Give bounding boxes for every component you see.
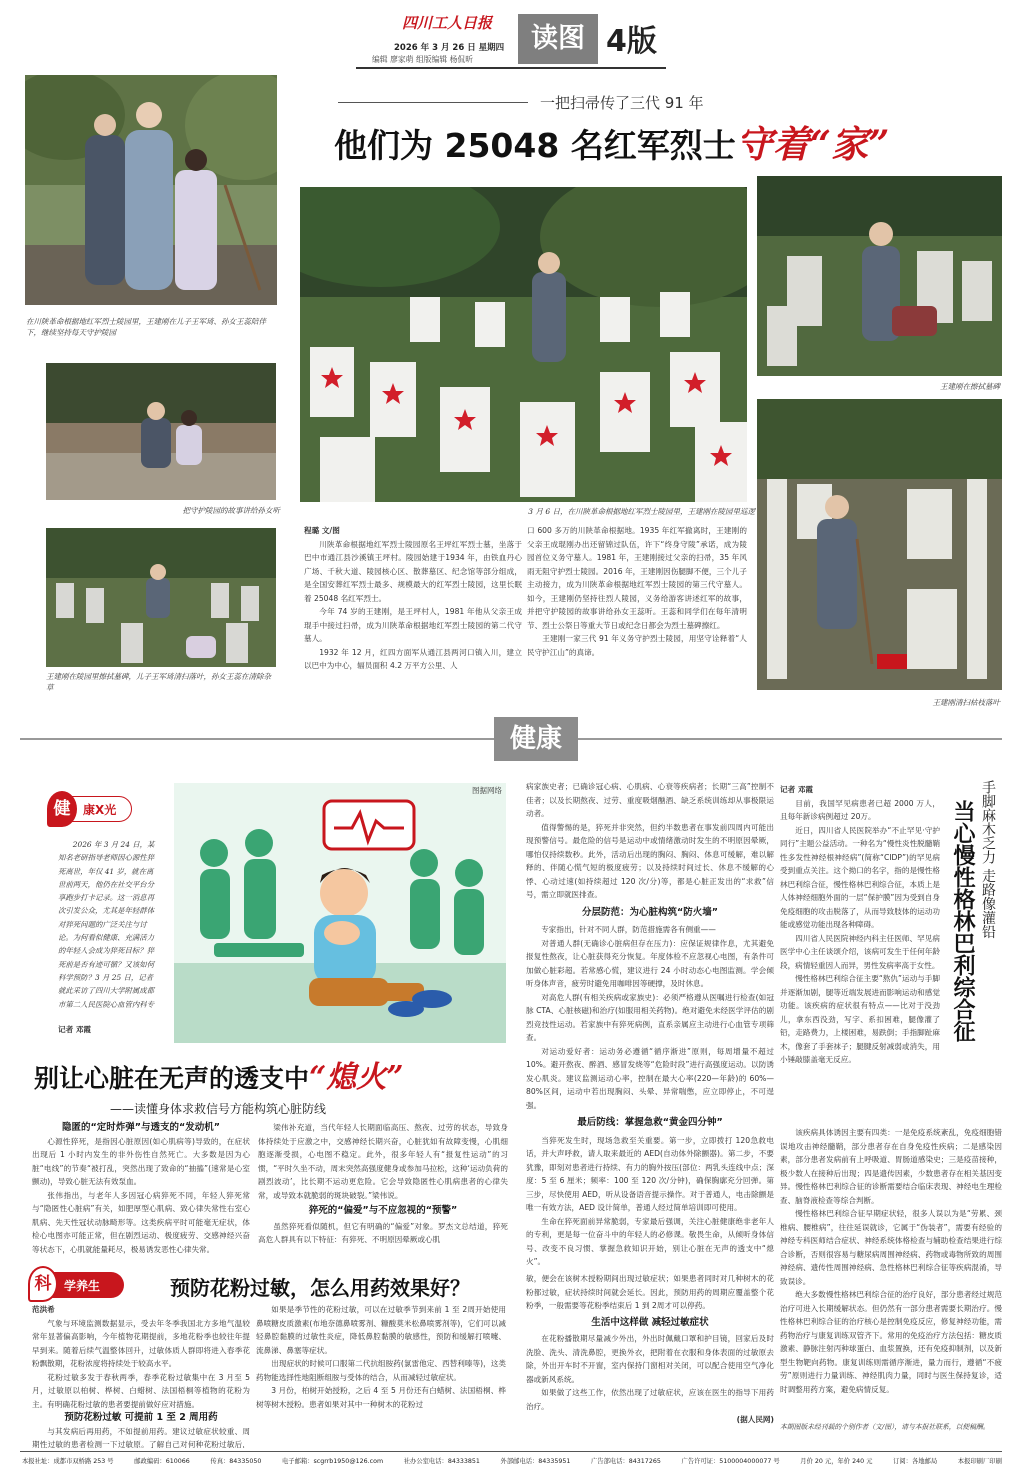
side-para-6: 慢性格林巴利综合征早期症状轻，很多人误以为是“劳累、颈椎病、腰椎病”，往往延误就诊，它属于“伪装者”，需要有经验的神经专科医师结合症状、神经系统体格检查与辅助检查结果进行综合诊断，否则很容易与糖尿病周围神经病、药物或毒物所致的周围神经病、遗传性周围神经病、急性格林巴利综合征等疾病混淆，导致误诊。 [780,1209,1002,1286]
science-byline: 范洪希 [32,1305,55,1314]
health-para-6: 值得警惕的是，猝死并非突然，但约半数患者在事发前四周内可能出现预警信号。最危险的信号是运动中或情绪激动时发生的不明原因晕厥，哪怕仅持续数秒。此外，活动后出现的胸闷、胸闷、体息可缓解，难以解释的、伴随心慌气短的极度疲劳；以及持续时间过长、休息不缓解的心悸、心动过速(如持续超过 120 次/分)等，都是心脏正发出的“求救”信号，需立即就医排查。 [526,822,774,899]
side-para-2: 近日，四川省人民医院举办“不止罕见·守护同行”主题公益活动。一种名为“慢性炎性脱髓鞘性多发性神经根神经病”(简称“CIDP”)的罕见病受到重点关注。这个拗口的名字，指的是慢性格林巴利综合征，慢性格林巴利综合征，本质上是人体神经细胞外面的一层“保护膜”因为受到自身免疫细胞的攻击脱落了，从而导致肢体的运动功能或感觉功能出现各种障碍。 [780,825,940,929]
feature-paragraph-3: 1932 年 12 月，红四方面军从通江县两河口镇入川，建立以巴中为中心，辐员面积 4.2 万平方公里、人 [304,647,522,670]
health-subhead-2: 猝死的“偏爱”与不应忽视的“预警” [308,1205,458,1216]
health-para-12: 生命在猝死面前异常脆弱，专家最后强调，关注心脏健康绝非老年人的专利，更是每一位奋斗中的年轻人的必修课。敬畏生命，从倾听身体信号、改变不良习惯、掌握急救知识开始，别让心脏在无声的透支中“熄火”。 [526,1216,774,1266]
health-subhead-1: 隐匿的“定时炸弹”与透支的“发动机” [62,1122,220,1133]
footer-fax: 传真：84335050 [210,1458,262,1465]
science-para-1: 气象与环境监测数据显示，受去年冬季我国北方多地气温较常年显著偏高影响，今年植物花期提前，多地花粉季也较往年提早到来。随着后续气温整体回升，过敏体质人群即将进入春季花粉飘散期，花粉浓度将持续处于较高水平。 [32,1318,250,1368]
footer-subscription: 订阅：各地邮局 [893,1458,938,1465]
health-col-3 [526,780,774,1266]
footer-office-phone: 社办公室电话：84333851 [403,1458,480,1465]
feature-paragraph-5: 王建刚一家三代 91 年义务守护烈士陵园，用坚守诠释着“人民守护江山”的真谛。 [527,634,747,657]
feature-paragraph-4: 口 600 多万的川陕革命根据地。1935 年红军撤离时，王建刚的父亲王成琨刚办出还留锦过队伍，许下“终身守陵”承诺，成为陵园首位义务守墓人。1981 年，王建刚接过父亲的扫帚，35 年风雨无阻守护烈士陵园。2016 年，王建刚因伤腿脚不便，三个儿子主动接力，成为川陕革命根据地红军烈士陵园的第三代守墓人。如今，王建刚仍坚持往烈人陵园，义务给游客讲述红军的故事，并把守护陵园的故事讲给孙女王蕊听。王蕊和同学们在每年清明节、烈士公祭日等重大节日或纪念日都会为烈士墓碑擦红。 [527,526,747,630]
health-para-4: 虽然猝死看似随机，但它有明确的“偏爱”对象。罗杰文总结道，猝死高危人群具有以下特征：有猝死、不明原因晕厥或心肌 [258,1221,508,1244]
health-para-5: 病家族史者；已确诊冠心病、心肌病、心衰等疾病者；长期“三高”控制不佳者；以及长期熬夜、过劳、重度吸烟酗酒、缺乏系统训练却从事极限运动者。 [526,782,774,818]
health-logo [50,796,132,822]
feature-kicker-rule [338,102,528,103]
health-title [34,1052,404,1096]
caption-3: 王建刚在陵园里擦拭墓碑，儿子王军琦清扫落叶，孙女王蕊在清除杂草 [46,672,271,692]
side-byline: 记者 邓霞 [780,785,814,794]
health-title-main: 别让心脏在无声的透支中 [34,1064,310,1093]
health-subhead-3: 分层防范：为心脏构筑“防火墙” [582,906,718,918]
health-para-2: 张伟指出，与老年人多因冠心病猝死不同，年轻人猝死常与“隐匿性心脏病”有关，如肥厚型心肌病、致心律失常性右室心肌病、先天性冠状动脉畸形等。这类疾病平时可能毫无症状，体检心电图亦可能正常，但在剧烈运动、极度疲劳、交感神经兴奋等状态下，心肌就能量耗尽，极易诱发恶性心律失常。 [32,1190,250,1254]
science-para-7: 敏，便会在该树木授粉期间出现过敏症状；如果患者同时对几种树木的花粉都过敏，症状持续时间就会延长。因此，预防用药的周期应覆盖整个花粉季，一般需要等花粉季结束后 1 到 2周才可以停药。 [526,1274,774,1310]
feature-text-col2 [527,524,747,674]
side-para-5: 该疾病具体诱因主要有四类：一是免疫系统紊乱，免疫细胞错误地攻击神经髓鞘，部分患者存在自身免疫性疾病；二是感染因素，部分患者发病前有上呼吸道、胃肠道感染史；三是疫苗接种，极少数人在接种后出现；四是遗传因素，少数患者存在相关基因变异。慢性格林巴利综合征的诊断需要结合临床表现、神经电生理检查、脑脊液检查等综合判断。 [780,1128,1002,1205]
feature-text-col1 [304,524,522,674]
science-subhead-1: 预防花粉过敏 可提前 1 至 2 周用药 [64,1412,218,1423]
science-para-6: 3 月份，柏树开始授粉，之后 4 至 5 月份还有白蜡树、法国梧桐、桦树等树木授粉。患者如果对其中一种树木的花粉过 [256,1386,506,1409]
health-para-3: 梁伟补充道，当代年轻人长期面临高压、熬夜、过劳的状态，导致身体持续处于应激之中，交感神经长期兴奋，心脏犹如有故障变慢，心肌细胞逐渐受损，心电图不稳定。此外，很多年轻人有“报复性运动”的习惯，“平时久坐不动，周末突然高强度健身或参加马拉松，这种‘运动负荷的剧烈波动’，比长期不运动更危险。它会导致隐匿性心肌病患者的心律失常，或导致本就脆弱的斑块破裂。”梁伟说。 [258,1123,508,1200]
side-kicker: 手脚麻木乏力 走路像灌铅 [980,780,996,939]
science-para-8: 在花粉播散期尽量减少外出，外出时佩戴口罩和护目镜，回家后及时洗脸、洗头、清洗鼻腔，更换外衣，把附着在衣服和身体表面的过敏原去除，外出开车时不开窗，室内保持门窗相对关闭，可以配合使用空气净化器或新风系统。 [526,1334,774,1384]
section-label: 读图 [518,14,598,64]
health-logo-text: 康X光 [83,803,117,817]
masthead-editors: 编辑 廖家萌 组版编辑 杨侃昕 [372,55,473,64]
health-para-7: 专家指出，针对不同人群，防范措施需各有侧重—— [541,925,716,934]
science-para-2: 花粉过敏多发于春秋两季，春季花粉过敏集中在 3 月至 5 月，过敏原以柏树、桦树、白蜡树、法国梧桐等植物的花粉为主。有明确花粉过敏的患者要提前做好应对措施。 [32,1372,250,1409]
footer [22,1456,1002,1465]
science-para-3: 与其发病后再用药，不如提前用药。建议过敏症状较重、周期性过敏的患者检测一下过敏原。了解自己对何种花粉过敏后， [32,1426,250,1448]
caption-5: 王建刚在擦拭墓碑 [940,382,1000,391]
health-title-accent: “熄火” [309,1060,404,1095]
side-end-note: 本期图版未经刊载的个别作者（文/图），请与本报社联系，以便稿酬。 [780,1423,990,1431]
health-subtitle: ——读懂身体求救信号方能构筑心脏防线 [110,1102,327,1116]
side-para-4: 慢性格林巴利综合征主要“熬仇”运动与手脚并逐渐加剧，腿等近端发展进而影响运动和感觉功能。该疾病的症状很有特点——比对于没劲儿，拿东西没劲，写字、系扣困难，腿像灌了铅，走路费力，上楼困难，易跌倒；手指脚趾麻木，像套了手套袜子；腿腱反射减弱或消失，用小锤敲膝盖毫无反应。 [780,974,940,1064]
footer-price: 月价 20 元，年价 240 元 [800,1458,873,1465]
illustration-heart-pain [174,783,506,1043]
feature-title [334,114,889,168]
science-para-5: 出现症状的时候可口服第二代抗组胺药(氯雷他定、西替利嗪等)，这类药物能选择性地阻断组胺与受体的结合，从而减轻过敏症状。 [256,1359,506,1382]
side-para-3: 四川省人民医院神经内科主任医师、罕见病医学中心主任谈颂介绍，该病可发生于任何年龄段，病情轻重因人而异，男性发病率高于女性。 [780,933,940,970]
footer-printer: 本报印刷厂印刷 [957,1458,1002,1465]
science-logo-badge: 科 [28,1266,58,1302]
science-para-4: 如果是季节性的花粉过敏，可以在过敏季节到来前 1 至 2周开始使用鼻喷糖皮质激素(布地奈德鼻喷雾剂、糠酸莫米松鼻喷雾剂等)，它们可以减轻鼻腔黏膜的过敏性炎症，降低鼻腔黏膜的敏感性，预防和缓解打喷嚏、流鼻涕、鼻塞等症状。 [256,1305,506,1355]
caption-2: 把守护陵园的故事讲给孙女听 [182,506,280,515]
health-col-1 [32,1121,250,1274]
footer-address: 本报社址：成都市双桥路 253 号 [22,1458,114,1465]
footer-ad-phone: 广告部电话：84317265 [591,1458,661,1465]
footer-rule [20,1451,1002,1452]
caption-4: 3 月 6 日，在川陕革命根据地红军烈士陵园里，王建刚在陵园里巡逻 [528,507,755,516]
footer-external-phone: 外部邮电话：84335951 [500,1458,571,1465]
feature-paragraph-1: 川陕革命根据地红军烈士陵园原名王坪红军烈士墓，坐落于巴中市通江县沙溪镇王坪村。陵园始建于1934 年，由铁血丹心广场、千秋大道、陵园核心区、散葬墓区、纪念馆等部分组成，是全国安葬红军烈士最多、规模最大的红军烈士陵园，这里长眠着 25048 名红军烈士。 [304,539,522,603]
photo-family-walking [25,75,277,305]
footer-postcode: 邮政编码：610066 [134,1458,190,1465]
science-subhead-2: 生活中这样做 减轻过敏症状 [591,1316,709,1328]
side-col-top [780,783,940,1123]
science-col-3 [526,1272,774,1448]
science-para-9: 如果做了这些工作，依然出现了过敏症状，应该在医生的指导下用药治疗。 [526,1388,774,1411]
footer-email: 电子邮箱：scgrrb1950@126.com [282,1458,384,1465]
feature-title-accent: 守着“家” [735,122,890,166]
science-logo-text: 学养生 [64,1279,101,1293]
science-col-1 [32,1303,250,1448]
science-title: 预防花粉过敏，怎么用药效果好？ [170,1276,470,1300]
health-subhead-4: 最后防线：掌握急救“黄金四分钟” [577,1117,723,1128]
science-col-2 [256,1303,506,1448]
health-para-8: 对普通人群(无确诊心脏病但存在压力)：应保证规律作息，尤其避免报复性熬夜，让心脏获得充分恢复。年度体检不应忽视心电图，有条件可加做心脏彩超。若常感心慌，建议进行 24 小时动态心电图监测。学会倾听身体声音，疲劳时避免用咖啡因等硬撑，及时休息。 [526,938,774,988]
photo-storytelling [46,363,276,500]
photo-patrol-main [300,187,747,502]
footer-ad-license: 广告许可证：5100004000077 号 [681,1458,780,1465]
side-para-1: 目前，我国罕见病患者已超 2000 万人，且每年新诊病例超过 20万。 [780,798,940,821]
side-col-bottom [780,1126,1002,1422]
page-number: 4版 [606,24,657,59]
feature-paragraph-2: 今年 74 岁的王建刚，是王坪村人，1981 年他从父亲王成琨手中接过扫帚，成为川陕革命根据地红军烈士陵园的第二代守墓人。 [304,607,522,643]
health-logo-badge: 健 [47,791,77,827]
health-para-1: 心源性猝死，是指因心脏原因(如心肌病等)导致的，在症状出现后 1 小时内发生的非外伤性自然死亡。大多数是因为心脏“电线”的节奏“被打乱，突然出现了致命的“抽搐”(速常是心室颤动)，导致心脏无法有效泵血。 [32,1136,250,1186]
photo-sweeping [757,399,1002,690]
side-title: 当心慢性格林巴利综合征 [950,800,975,1042]
photo-wiping-tombstone [757,176,1002,376]
masthead-rule [356,67,666,69]
feature-kicker: 一把扫帚传了三代 91 年 [540,94,704,112]
science-source: (据人民网) [736,1415,774,1424]
masthead-date: 2026 年 3 月 26 日 星期四 [394,43,505,53]
side-para-7: 绝大多数慢性格林巴利综合征的治疗良好，部分患者经过规范治疗可进入长期缓解状态。但仍然有一部分患者需要长期治疗。慢性格林巴利综合征的治疗核心是控制免疫反应，修复神经功能，需药物治疗与康复训练双管齐下。常用的免疫治疗方法包括：糖皮质激素、静脉注射丙种球蛋白、血浆置换，还有免疫抑制剂，以及新型生物靶向药物。康复训练则需循序渐进，量力而行，遵循“不疲劳”原则进行力量训练、神经肌肉力量，同时与医生保持复诊，适时调整用药方案，避免病情反复。 [780,1290,1002,1394]
illustration-credit: 图据网络 [472,786,502,795]
feature-byline: 程璐 文/图 [304,526,340,535]
health-banner: 健康 [494,717,578,761]
health-para-9: 对高危人群(有相关疾病或家族史)：必须严格遵从医嘱进行检查(如冠脉 CTA、心脏核磁)和治疗(如服用相关药物)。绝对避免未经医学评估的剧烈竞技性运动。若家族中有猝死病例，直系亲属应主动进行心血管专项筛查。 [526,992,774,1042]
science-logo [32,1272,124,1298]
caption-6: 王建刚清扫枯枝落叶 [932,698,1000,707]
masthead-logo: 四川工人日报 [402,14,493,32]
health-para-11: 当猝死发生时，现场急救至关重要。第一步，立即拨打 120急救电话，并大声呼救，请人取来最近的 AED(自动体外除颤器)。第二步，不要犹豫，即刻对患者进行持续、有力的胸外按压(部位：两乳头连线中点；深度：5 至 6 厘米；频率：100 至 120 次/分钟)，确保胸廓充分回弹。第三步，尽快使用 AED，听从设备语音提示操作。对于普通人，电击除颤是唯一有效方法，AED 设计简单，普通人经过简单培训即可使用。 [526,1135,774,1212]
health-col-2 [258,1121,508,1274]
health-para-10: 对运动爱好者：运动务必遵循“循序渐进”原则，每周增量不超过 10%。避开熬夜、醉酒、感冒发烧等“危险时段”进行高强度运动。以防诱发心肌炎。建议监测运动心率，控制在最大心率(220—年龄)的 60%—80%区间，运动中若出现胸闷、头晕、异常喘憋，应立即停止，不可逞强。 [526,1046,774,1110]
health-intro: 2026 年 3 月 24 日，某知名老研指导老师因心源性猝死离世，年仅 41 岁，就在离世前两天，他仍在社交平台分享跑步打卡记录。这一消息再次引发公众，尤其是年轻群体对猝死问题的广泛关注与讨论。为何看似健康、充满活力的年轻人会成为猝死目标？猝死前是否有迹可循？又该如何科学预防？3 月 25 日，记者就此采访了四川大学附属成都市第二人民医院心血管内科专 [58,840,155,1009]
health-intro-byline: 记者 邓霞 [58,1025,92,1034]
photo-cleaning-tombstones [46,528,276,667]
feature-title-main: 他们为 25048 名红军烈士 [334,126,736,165]
caption-1: 在川陕革命根据地红军烈士陵园里，王建刚在儿子王军琦、孙女王蕊陪伴下，继续坚持每天守护陵园 [26,317,266,337]
